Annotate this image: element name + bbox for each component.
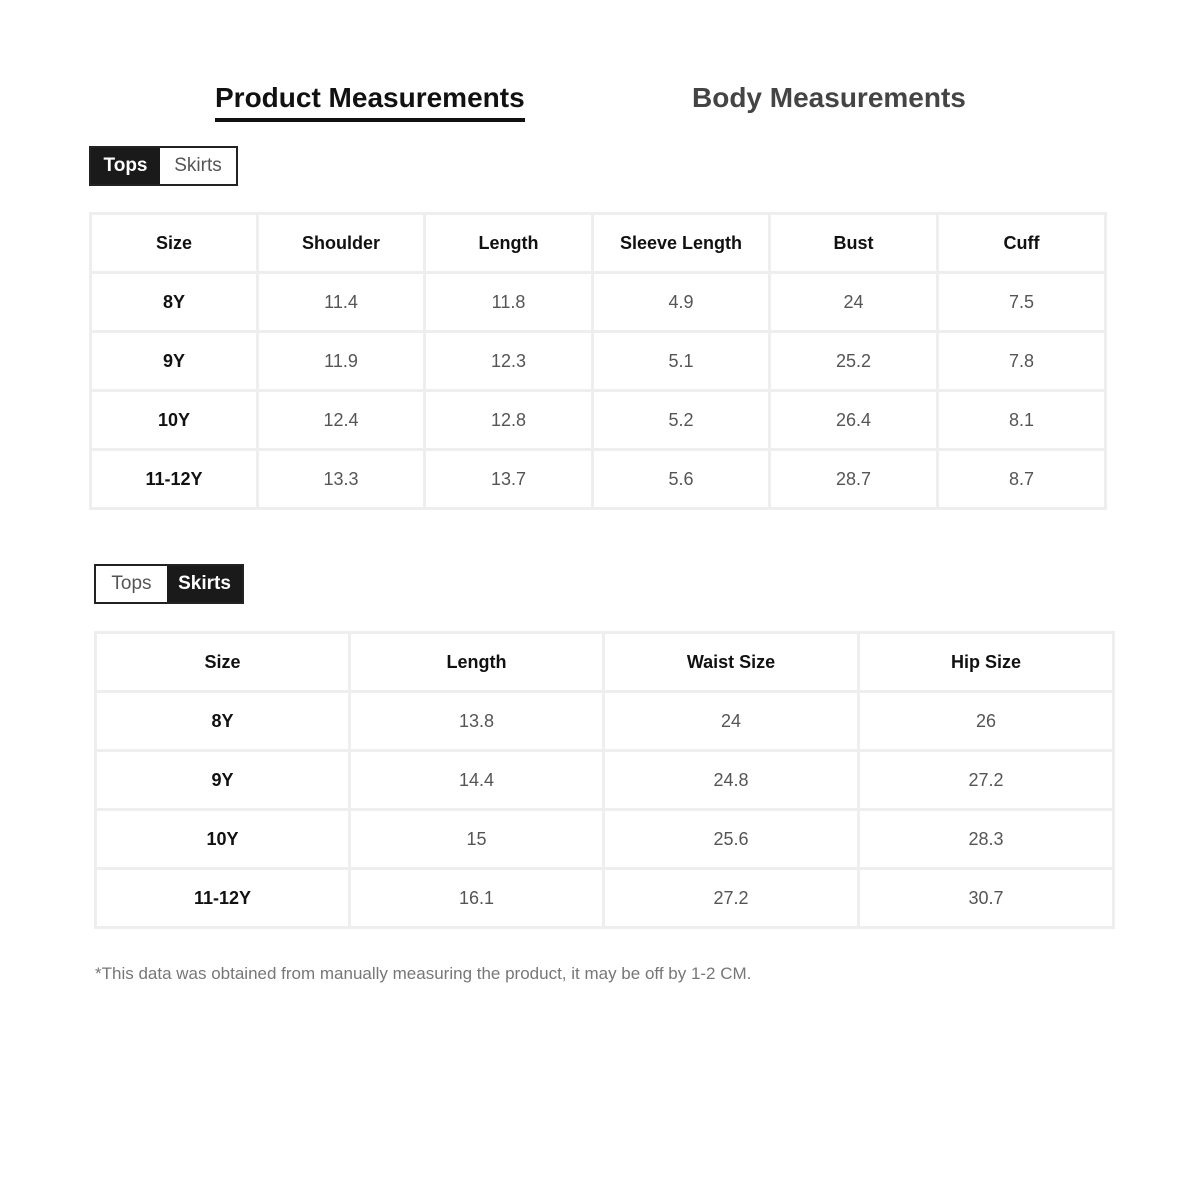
skirts-section-toggle — [94, 564, 244, 604]
skirts-size-table — [94, 631, 1115, 929]
column-header: Length — [350, 633, 604, 692]
table-cell: 15 — [350, 810, 604, 869]
size-cell: 8Y — [91, 273, 258, 332]
size-cell: 10Y — [96, 810, 350, 869]
table-cell: 5.2 — [593, 391, 770, 450]
column-header: Shoulder — [258, 214, 425, 273]
table-cell: 12.4 — [258, 391, 425, 450]
table-row — [96, 810, 1114, 869]
size-cell: 8Y — [96, 692, 350, 751]
table-row — [91, 273, 1106, 332]
table-cell: 13.3 — [258, 450, 425, 509]
tops-size-table — [89, 212, 1107, 510]
table-cell: 11.4 — [258, 273, 425, 332]
toggle-skirts-button[interactable]: Skirts — [167, 566, 242, 602]
tab-body-measurements[interactable]: Body Measurements — [692, 82, 966, 113]
size-cell: 11-12Y — [91, 450, 258, 509]
table-header-row — [96, 633, 1114, 692]
toggle-skirts-button[interactable]: Skirts — [160, 148, 236, 184]
table-cell: 28.7 — [770, 450, 938, 509]
table-cell: 8.1 — [938, 391, 1106, 450]
table-row — [96, 692, 1114, 751]
table-cell: 26.4 — [770, 391, 938, 450]
table-row — [96, 869, 1114, 928]
column-header: Hip Size — [859, 633, 1114, 692]
table-header-row — [91, 214, 1106, 273]
table-cell: 13.7 — [425, 450, 593, 509]
toggle-tops-button[interactable]: Tops — [91, 148, 160, 184]
size-cell: 9Y — [96, 751, 350, 810]
tops-section-toggle — [89, 146, 238, 186]
table-cell: 12.3 — [425, 332, 593, 391]
table-cell: 8.7 — [938, 450, 1106, 509]
table-row — [91, 391, 1106, 450]
table-cell: 27.2 — [859, 751, 1114, 810]
table-cell: 11.8 — [425, 273, 593, 332]
table-cell: 24.8 — [604, 751, 859, 810]
column-header: Size — [91, 214, 258, 273]
table-cell: 24 — [770, 273, 938, 332]
column-header: Waist Size — [604, 633, 859, 692]
size-cell: 10Y — [91, 391, 258, 450]
table-cell: 7.8 — [938, 332, 1106, 391]
size-cell: 11-12Y — [96, 869, 350, 928]
table-row — [91, 332, 1106, 391]
table-cell: 4.9 — [593, 273, 770, 332]
table-cell: 12.8 — [425, 391, 593, 450]
table-cell: 30.7 — [859, 869, 1114, 928]
table-cell: 11.9 — [258, 332, 425, 391]
column-header: Size — [96, 633, 350, 692]
table-cell: 7.5 — [938, 273, 1106, 332]
table-cell: 27.2 — [604, 869, 859, 928]
table-cell: 25.2 — [770, 332, 938, 391]
column-header: Length — [425, 214, 593, 273]
table-cell: 14.4 — [350, 751, 604, 810]
size-cell: 9Y — [91, 332, 258, 391]
toggle-tops-button[interactable]: Tops — [96, 566, 167, 602]
table-cell: 5.6 — [593, 450, 770, 509]
table-cell: 13.8 — [350, 692, 604, 751]
column-header: Bust — [770, 214, 938, 273]
measurement-tabs — [0, 78, 1200, 128]
table-cell: 5.1 — [593, 332, 770, 391]
column-header: Cuff — [938, 214, 1106, 273]
tab-product-measurements[interactable]: Product Measurements — [215, 78, 525, 122]
table-cell: 16.1 — [350, 869, 604, 928]
table-cell: 24 — [604, 692, 859, 751]
table-cell: 28.3 — [859, 810, 1114, 869]
table-cell: 25.6 — [604, 810, 859, 869]
table-row — [96, 751, 1114, 810]
measurement-disclaimer: *This data was obtained from manually measuring the product, it may be off by 1-2 CM. — [95, 964, 752, 983]
table-row — [91, 450, 1106, 509]
table-cell: 26 — [859, 692, 1114, 751]
column-header: Sleeve Length — [593, 214, 770, 273]
